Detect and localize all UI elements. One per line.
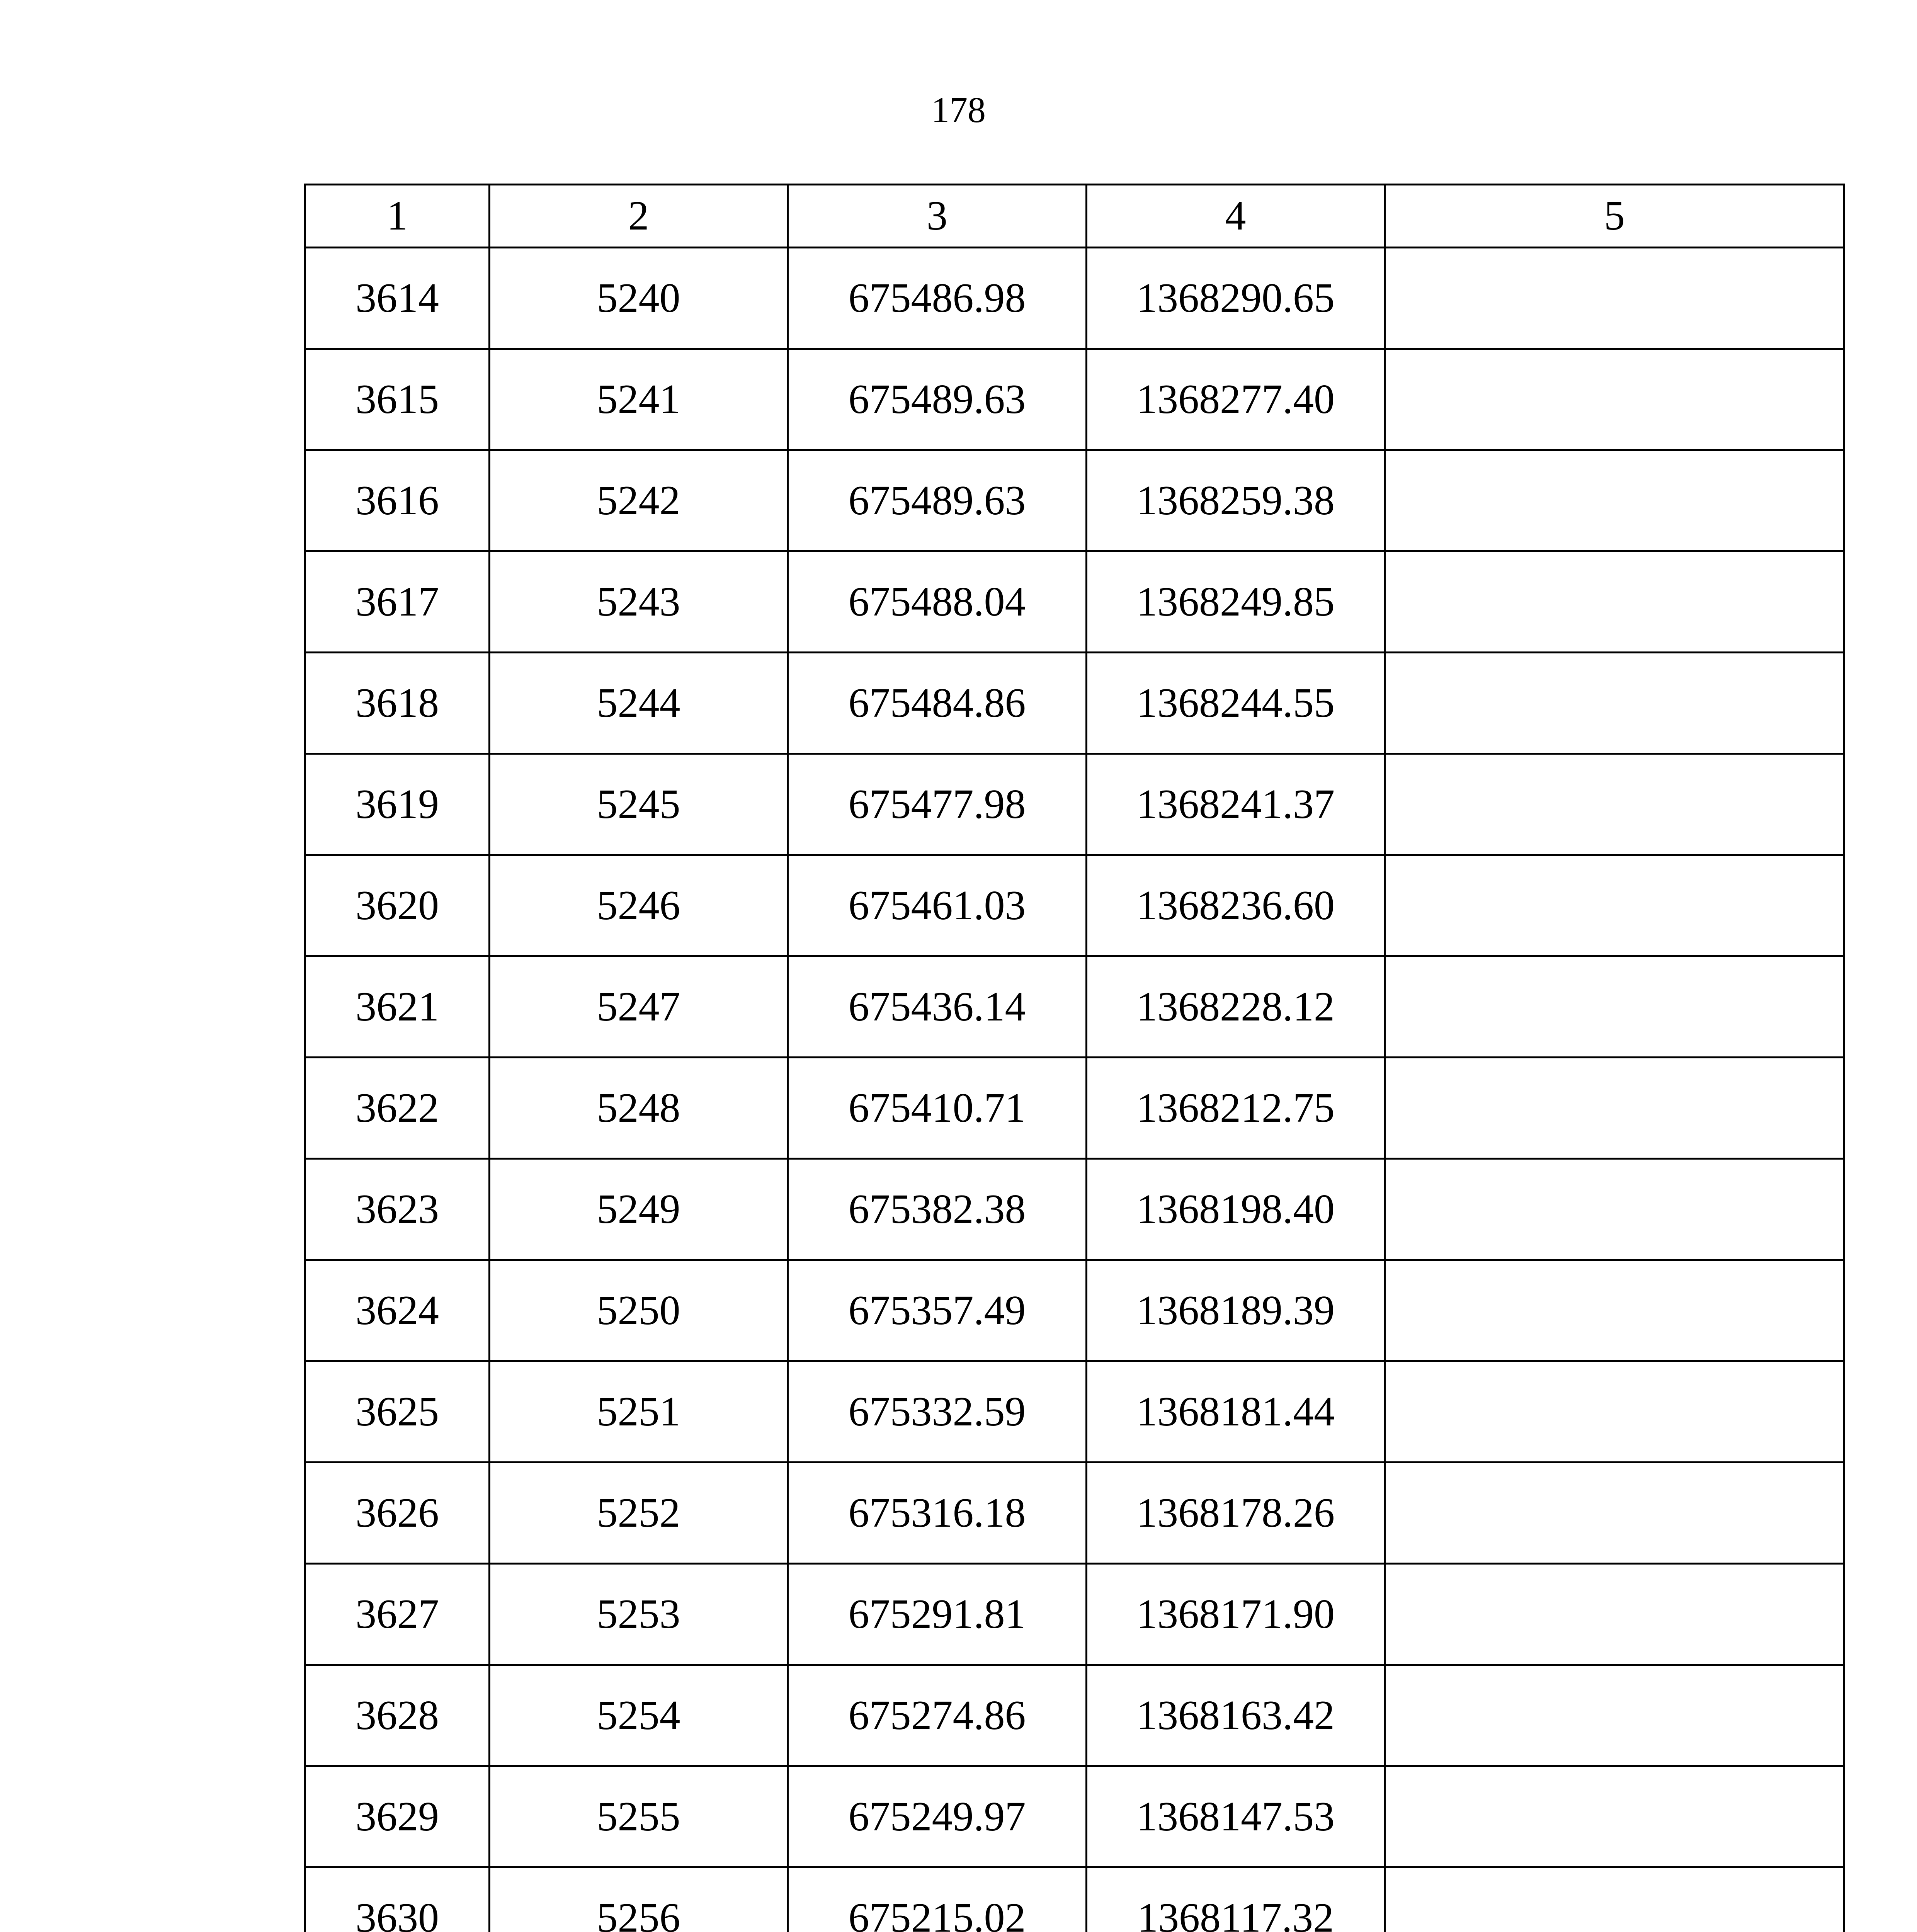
table-cell-col-4: 1368241.37 (1087, 754, 1385, 855)
table-cell-col-5 (1385, 855, 1844, 956)
table-cell-col-2: 5242 (490, 450, 788, 551)
table-cell-col-2: 5249 (490, 1159, 788, 1260)
table-cell-col-4: 1368244.55 (1087, 653, 1385, 754)
header-cell-1: 1 (305, 185, 490, 248)
table-cell-col-3: 675477.98 (788, 754, 1087, 855)
table-cell-col-3: 675357.49 (788, 1260, 1087, 1361)
table-row (305, 1159, 1844, 1260)
table-row (305, 1361, 1844, 1463)
table-row (305, 349, 1844, 450)
table-cell-col-1: 3628 (305, 1665, 490, 1766)
table-cell-col-3: 675410.71 (788, 1058, 1087, 1159)
table-cell-col-3: 675489.63 (788, 450, 1087, 551)
table-body (305, 248, 1844, 1932)
table-cell-col-5 (1385, 1463, 1844, 1564)
table-cell-col-2: 5241 (490, 349, 788, 450)
table-cell-col-4: 1368212.75 (1087, 1058, 1385, 1159)
table-row (305, 1665, 1844, 1766)
table-cell-col-5 (1385, 754, 1844, 855)
table-cell-col-1: 3629 (305, 1766, 490, 1867)
table-cell-col-2: 5255 (490, 1766, 788, 1867)
table-cell-col-3: 675316.18 (788, 1463, 1087, 1564)
table-row (305, 855, 1844, 956)
table-cell-col-1: 3626 (305, 1463, 490, 1564)
table-cell-col-4: 1368147.53 (1087, 1766, 1385, 1867)
table-cell-col-4: 1368117.32 (1087, 1867, 1385, 1932)
table-cell-col-5 (1385, 1665, 1844, 1766)
table-row (305, 653, 1844, 754)
table-row (305, 1766, 1844, 1867)
table-cell-col-2: 5246 (490, 855, 788, 956)
table-cell-col-5 (1385, 349, 1844, 450)
table-cell-col-5 (1385, 1058, 1844, 1159)
table-cell-col-1: 3617 (305, 551, 490, 653)
table-cell-col-4: 1368163.42 (1087, 1665, 1385, 1766)
table-cell-col-2: 5251 (490, 1361, 788, 1463)
table-cell-col-5 (1385, 1867, 1844, 1932)
table-cell-col-4: 1368228.12 (1087, 956, 1385, 1058)
table-row (305, 1260, 1844, 1361)
table-cell-col-1: 3615 (305, 349, 490, 450)
table-cell-col-5 (1385, 956, 1844, 1058)
table-cell-col-5 (1385, 551, 1844, 653)
table-cell-col-4: 1368277.40 (1087, 349, 1385, 450)
table-cell-col-4: 1368178.26 (1087, 1463, 1385, 1564)
table-cell-col-5 (1385, 653, 1844, 754)
table-cell-col-4: 1368198.40 (1087, 1159, 1385, 1260)
table-cell-col-1: 3624 (305, 1260, 490, 1361)
table-cell-col-4: 1368236.60 (1087, 855, 1385, 956)
header-cell-4: 4 (1087, 185, 1385, 248)
table-cell-col-3: 675274.86 (788, 1665, 1087, 1766)
table-header (305, 185, 1844, 248)
table-cell-col-5 (1385, 1766, 1844, 1867)
table-cell-col-5 (1385, 1260, 1844, 1361)
table-cell-col-5 (1385, 1361, 1844, 1463)
table-row (305, 1564, 1844, 1665)
table-cell-col-2: 5248 (490, 1058, 788, 1159)
table-row (305, 754, 1844, 855)
table-cell-col-3: 675489.63 (788, 349, 1087, 450)
table-cell-col-2: 5254 (490, 1665, 788, 1766)
table-cell-col-3: 675486.98 (788, 248, 1087, 349)
table-cell-col-1: 3616 (305, 450, 490, 551)
table-cell-col-2: 5245 (490, 754, 788, 855)
table-cell-col-4: 1368259.38 (1087, 450, 1385, 551)
table-cell-col-4: 1368189.39 (1087, 1260, 1385, 1361)
table-row (305, 1058, 1844, 1159)
table-cell-col-3: 675484.86 (788, 653, 1087, 754)
table-cell-col-5 (1385, 450, 1844, 551)
table-cell-col-5 (1385, 1159, 1844, 1260)
header-row (305, 185, 1844, 248)
table-row (305, 551, 1844, 653)
table-cell-col-1: 3625 (305, 1361, 490, 1463)
table-cell-col-3: 675436.14 (788, 956, 1087, 1058)
table-cell-col-2: 5243 (490, 551, 788, 653)
table-cell-col-3: 675215.02 (788, 1867, 1087, 1932)
table-cell-col-1: 3622 (305, 1058, 490, 1159)
page-number (0, 87, 1917, 133)
table-cell-col-1: 3614 (305, 248, 490, 349)
table-cell-col-3: 675461.03 (788, 855, 1087, 956)
table-cell-col-2: 5244 (490, 653, 788, 754)
header-cell-2: 2 (490, 185, 788, 248)
table-cell-col-1: 3620 (305, 855, 490, 956)
table-cell-col-3: 675291.81 (788, 1564, 1087, 1665)
table-cell-col-1: 3630 (305, 1867, 490, 1932)
table-cell-col-5 (1385, 248, 1844, 349)
table-cell-col-4: 1368290.65 (1087, 248, 1385, 349)
table-cell-col-5 (1385, 1564, 1844, 1665)
header-cell-5: 5 (1385, 185, 1844, 248)
header-cell-3: 3 (788, 185, 1087, 248)
table-cell-col-1: 3619 (305, 754, 490, 855)
table-cell-col-2: 5247 (490, 956, 788, 1058)
coordinates-table (304, 184, 1845, 1932)
table-cell-col-3: 675382.38 (788, 1159, 1087, 1260)
table-cell-col-2: 5250 (490, 1260, 788, 1361)
table-cell-col-2: 5252 (490, 1463, 788, 1564)
table-cell-col-4: 1368249.85 (1087, 551, 1385, 653)
table-cell-col-2: 5253 (490, 1564, 788, 1665)
table-row (305, 248, 1844, 349)
table-cell-col-1: 3623 (305, 1159, 490, 1260)
table-row (305, 450, 1844, 551)
table-row (305, 956, 1844, 1058)
table-cell-col-4: 1368171.90 (1087, 1564, 1385, 1665)
table-cell-col-1: 3627 (305, 1564, 490, 1665)
page-number-text: 178 (931, 90, 986, 130)
table-cell-col-4: 1368181.44 (1087, 1361, 1385, 1463)
table-cell-col-3: 675488.04 (788, 551, 1087, 653)
table-cell-col-1: 3618 (305, 653, 490, 754)
table-cell-col-3: 675332.59 (788, 1361, 1087, 1463)
table-cell-col-1: 3621 (305, 956, 490, 1058)
table-row (305, 1463, 1844, 1564)
table-cell-col-3: 675249.97 (788, 1766, 1087, 1867)
table-cell-col-2: 5256 (490, 1867, 788, 1932)
table-cell-col-2: 5240 (490, 248, 788, 349)
table-row (305, 1867, 1844, 1932)
